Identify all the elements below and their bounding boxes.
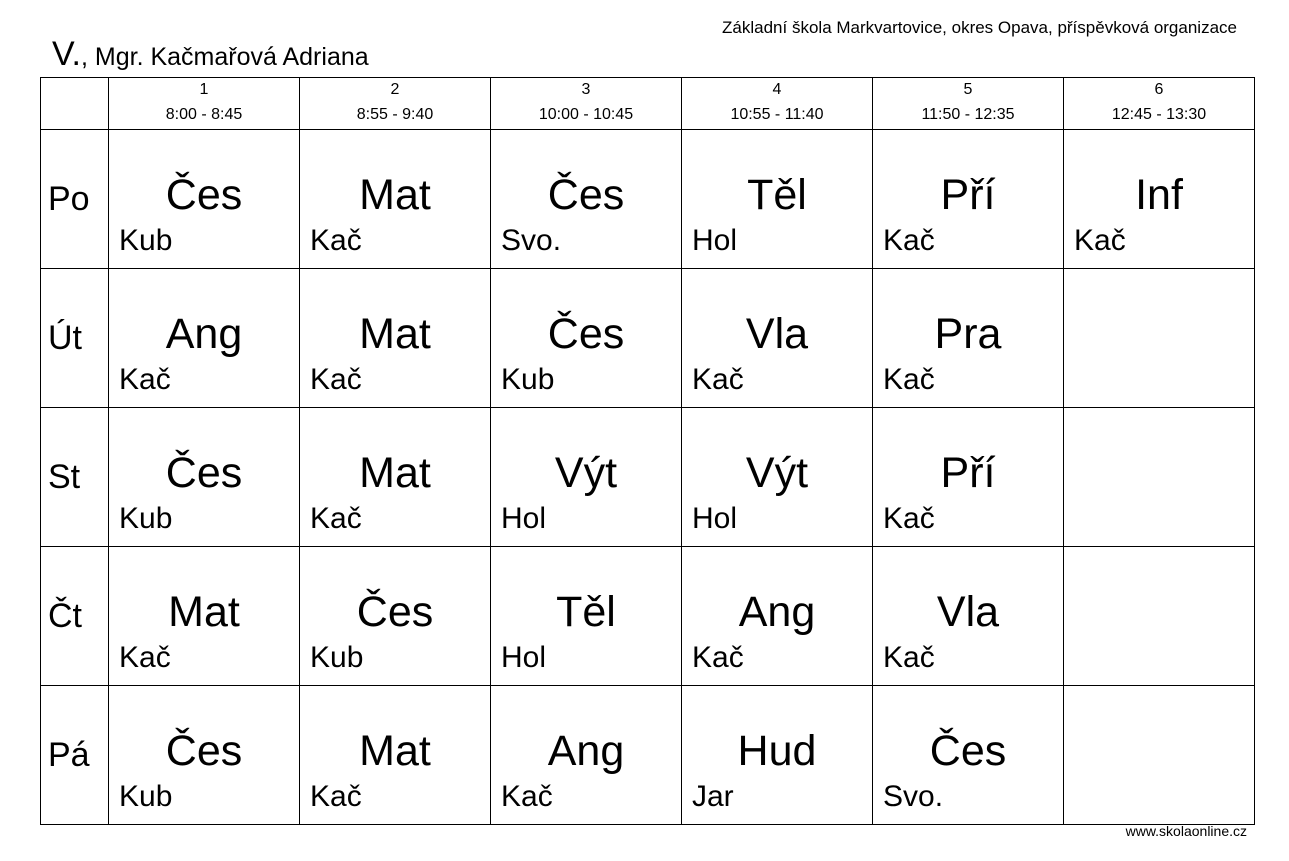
lesson-cell	[109, 408, 300, 547]
lesson-subject: Čes	[356, 588, 434, 636]
day-row-pa	[41, 686, 1255, 825]
lesson-cell	[300, 269, 491, 408]
lesson-cell	[1064, 269, 1255, 408]
period-number: 3	[581, 81, 591, 98]
lesson-teacher: Kub	[310, 641, 364, 674]
period-header-row	[41, 78, 1255, 130]
lesson-cell	[491, 408, 682, 547]
lesson-teacher: Kač	[310, 363, 362, 396]
timetable-title	[52, 34, 369, 81]
lesson-subject: Těl	[556, 588, 616, 636]
lesson-cell	[873, 408, 1064, 547]
lesson-teacher: Kub	[119, 224, 173, 257]
lesson-teacher: Jar	[692, 780, 734, 813]
header-corner	[41, 78, 109, 130]
lesson-cell	[491, 686, 682, 825]
school-name: Základní škola Markvartovice, okres Opava, příspěvková organizace	[722, 18, 1237, 37]
lesson-teacher: Kač	[501, 780, 553, 813]
day-row-ut	[41, 269, 1255, 408]
period-time: 12:45 - 13:30	[1111, 106, 1207, 123]
class-teacher: , Mgr. Kačmařová Adriana	[81, 43, 369, 71]
lesson-cell	[682, 686, 873, 825]
period-header-5	[873, 78, 1064, 130]
period-header-4	[682, 78, 873, 130]
lesson-teacher: Kub	[501, 363, 555, 396]
lesson-cell	[109, 547, 300, 686]
day-row-ct	[41, 547, 1255, 686]
lesson-subject: Mat	[359, 449, 431, 497]
lesson-cell	[1064, 547, 1255, 686]
lesson-cell	[1064, 408, 1255, 547]
day-label: Čt	[41, 547, 109, 686]
period-number: 1	[199, 81, 209, 98]
lesson-subject: Těl	[747, 171, 807, 219]
lesson-subject: Čes	[165, 171, 243, 219]
lesson-teacher: Hol	[501, 502, 547, 535]
lesson-subject: Ang	[547, 727, 625, 775]
lesson-teacher: Svo.	[883, 780, 944, 813]
lesson-cell	[491, 130, 682, 269]
lesson-subject: Čes	[547, 171, 625, 219]
lesson-subject: Pří	[940, 171, 996, 219]
lesson-cell	[300, 130, 491, 269]
lesson-cell	[682, 547, 873, 686]
period-time: 8:55 - 9:40	[356, 106, 434, 123]
period-header-6	[1064, 78, 1255, 130]
timetable-grid	[40, 77, 1255, 825]
lesson-cell	[300, 686, 491, 825]
lesson-subject: Vla	[745, 310, 809, 358]
period-number: 6	[1154, 81, 1164, 98]
lesson-cell	[873, 686, 1064, 825]
period-number: 5	[963, 81, 973, 98]
lesson-teacher: Kač	[119, 363, 171, 396]
lesson-subject: Inf	[1135, 171, 1183, 219]
lesson-cell	[1064, 130, 1255, 269]
lesson-cell	[682, 269, 873, 408]
period-time: 8:00 - 8:45	[165, 106, 243, 123]
lesson-subject: Mat	[168, 588, 240, 636]
class-name: V.	[52, 35, 82, 73]
lesson-teacher: Kub	[119, 780, 173, 813]
day-label: Pá	[41, 686, 109, 825]
lesson-subject: Výt	[554, 449, 618, 497]
lesson-teacher: Kač	[883, 363, 935, 396]
period-header-1	[109, 78, 300, 130]
lesson-subject: Výt	[745, 449, 809, 497]
period-time: 11:50 - 12:35	[921, 106, 1015, 123]
lesson-subject: Pří	[940, 449, 996, 497]
period-time: 10:00 - 10:45	[538, 106, 634, 123]
lesson-cell	[1064, 686, 1255, 825]
lesson-cell	[109, 686, 300, 825]
lesson-teacher: Hol	[692, 502, 738, 535]
period-number: 2	[390, 81, 400, 98]
lesson-cell	[873, 130, 1064, 269]
day-label: Út	[41, 269, 109, 408]
day-row-po	[41, 130, 1255, 269]
period-header-3	[491, 78, 682, 130]
lesson-cell	[682, 130, 873, 269]
day-label: Po	[41, 130, 109, 269]
lesson-subject: Čes	[165, 449, 243, 497]
lesson-cell	[873, 269, 1064, 408]
day-row-st	[41, 408, 1255, 547]
lesson-teacher: Kač	[310, 224, 362, 257]
lesson-teacher: Kač	[883, 502, 935, 535]
lesson-teacher: Kač	[692, 363, 744, 396]
lesson-subject: Vla	[936, 588, 1000, 636]
lesson-subject: Pra	[934, 310, 1002, 358]
lesson-teacher: Kač	[310, 780, 362, 813]
lesson-teacher: Kub	[119, 502, 173, 535]
lesson-subject: Hud	[737, 727, 817, 775]
lesson-cell	[109, 269, 300, 408]
lesson-teacher: Kač	[1074, 224, 1126, 257]
lesson-teacher: Kač	[692, 641, 744, 674]
lesson-teacher: Kač	[119, 641, 171, 674]
lesson-cell	[109, 130, 300, 269]
lesson-teacher: Kač	[883, 224, 935, 257]
lesson-cell	[873, 547, 1064, 686]
lesson-teacher: Kač	[883, 641, 935, 674]
lesson-cell	[300, 547, 491, 686]
lesson-subject: Ang	[738, 588, 816, 636]
period-header-2	[300, 78, 491, 130]
lesson-subject: Mat	[359, 171, 431, 219]
lesson-subject: Čes	[165, 727, 243, 775]
lesson-teacher: Hol	[692, 224, 738, 257]
lesson-subject: Ang	[165, 310, 243, 358]
lesson-subject: Čes	[929, 727, 1007, 775]
footer-url: www.skolaonline.cz	[1125, 823, 1247, 839]
lesson-teacher: Svo.	[501, 224, 562, 257]
period-time: 10:55 - 11:40	[730, 106, 824, 123]
lesson-subject: Čes	[547, 310, 625, 358]
period-number: 4	[772, 81, 782, 98]
day-label: St	[41, 408, 109, 547]
lesson-cell	[682, 408, 873, 547]
lesson-subject: Mat	[359, 310, 431, 358]
lesson-subject: Mat	[359, 727, 431, 775]
lesson-cell	[491, 547, 682, 686]
lesson-cell	[491, 269, 682, 408]
lesson-teacher: Kač	[310, 502, 362, 535]
lesson-cell	[300, 408, 491, 547]
lesson-teacher: Hol	[501, 641, 547, 674]
